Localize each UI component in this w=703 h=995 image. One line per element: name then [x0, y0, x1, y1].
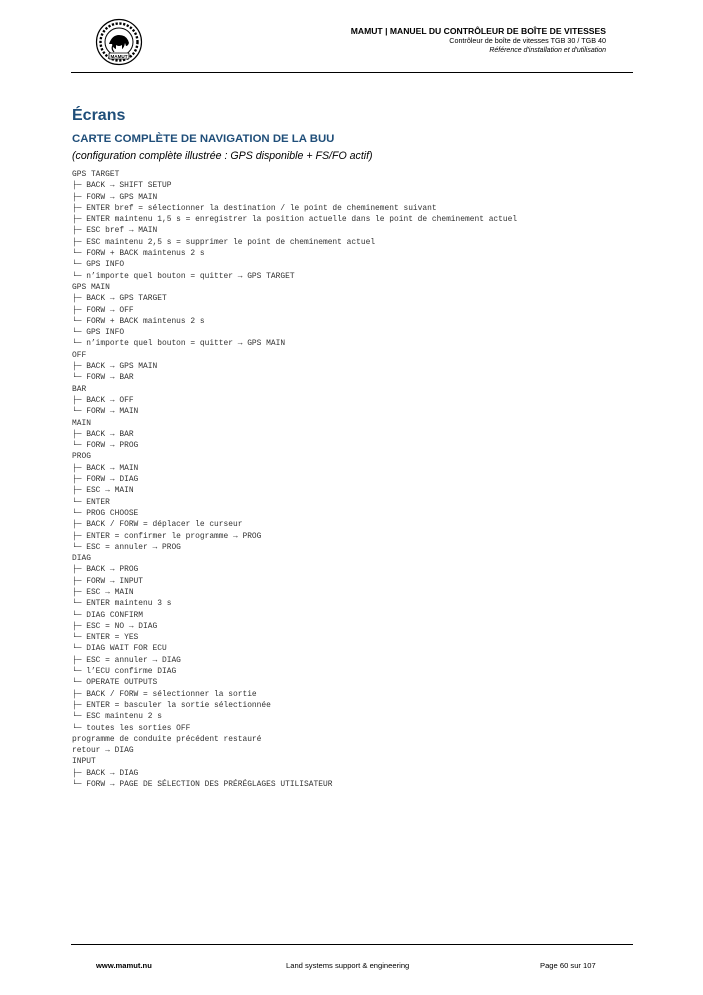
tree-line: ├─ BACK → MAIN	[72, 463, 139, 473]
tree-line: ├─ ESC = annuler → DIAG	[72, 655, 181, 665]
section-title: Écrans	[72, 107, 126, 124]
tree-line: └─ GPS INFO	[72, 328, 125, 338]
tree-line: ├─ FORW → GPS MAIN	[72, 192, 158, 202]
tree-line: ├─ ENTER = confirmer le programme → PROG	[72, 531, 262, 541]
manual-subtitle: Contrôleur de boîte de vitesses TGB 30 / TGB 40	[449, 36, 606, 45]
section-caption: (configuration complète illustrée : GPS disponible + FS/FO actif)	[72, 150, 373, 162]
tree-line: └─ OPERATE OUTPUTS	[72, 678, 158, 688]
tree-line: ├─ ESC = NO → DIAG	[72, 621, 158, 631]
tree-line: └─ ENTER maintenu 3 s	[72, 599, 172, 609]
tree-line: └─ FORW → PROG	[72, 441, 139, 451]
tree-line: └─ FORW + BACK maintenus 2 s	[72, 316, 205, 326]
tree-line: ├─ BACK → BAR	[72, 429, 134, 439]
tree-line: └─ GPS INFO	[72, 260, 125, 270]
tree-line: └─ FORW → BAR	[72, 373, 134, 383]
tree-line: ├─ BACK → OFF	[72, 395, 134, 405]
tree-line: ├─ BACK → PROG	[72, 565, 139, 575]
tree-line: ├─ ESC → MAIN	[72, 587, 134, 597]
tree-line: ├─ BACK / FORW = déplacer le curseur	[72, 520, 243, 530]
tree-line: INPUT	[72, 757, 96, 767]
tree-line: └─ FORW → PAGE DE SÉLECTION DES PRÉRÉGLAGES UTILISATEUR	[72, 780, 333, 790]
mamut-seal-icon	[95, 18, 143, 66]
tree-line: ├─ ENTER maintenu 1,5 s = enregistrer la position actuelle dans le point de cheminement actuel	[72, 215, 518, 225]
footer-divider	[71, 944, 633, 945]
tree-line: └─ ESC maintenu 2 s	[72, 712, 162, 722]
tree-line: └─ n’importe quel bouton = quitter → GPS MAIN	[72, 339, 286, 349]
tree-line: └─ ENTER	[72, 497, 110, 507]
tree-line: ├─ ENTER = basculer la sortie sélectionnée	[72, 700, 271, 710]
page-number: Page 60 sur 107	[540, 961, 596, 970]
tree-line: ├─ BACK → GPS MAIN	[72, 362, 158, 372]
tree-line: └─ FORW → MAIN	[72, 407, 139, 417]
tree-line: └─ toutes les sorties OFF	[72, 723, 191, 733]
tree-line: ├─ BACK → SHIFT SETUP	[72, 181, 172, 191]
tree-line: OFF	[72, 350, 87, 360]
tree-line: ├─ FORW → DIAG	[72, 475, 139, 485]
tree-line: ├─ ESC → MAIN	[72, 486, 134, 496]
tree-line: MAIN	[72, 418, 91, 428]
page-header	[351, 26, 606, 55]
tree-line: PROG	[72, 452, 91, 462]
tree-line: └─ FORW + BACK maintenus 2 s	[72, 249, 205, 259]
section-subtitle: CARTE COMPLÈTE DE NAVIGATION DE LA BUU	[72, 133, 335, 145]
company-logo	[95, 18, 143, 66]
tree-line: ├─ FORW → INPUT	[72, 576, 144, 586]
tree-line: retour → DIAG	[72, 746, 134, 756]
logo-text: MAMUT	[110, 53, 128, 59]
tree-line: └─ DIAG WAIT FOR ECU	[72, 644, 167, 654]
tree-line: GPS TARGET	[72, 170, 120, 179]
tree-line: ├─ ESC maintenu 2,5 s = supprimer le point de cheminement actuel	[72, 237, 376, 247]
tree-line: ├─ BACK → GPS TARGET	[72, 294, 167, 304]
tree-line: └─ ENTER = YES	[72, 633, 139, 643]
tree-line: ├─ ENTER bref = sélectionner la destination / le point de cheminement suivant	[72, 203, 437, 213]
tree-line: ├─ FORW → OFF	[72, 305, 134, 315]
navigation-tree	[72, 169, 517, 790]
tree-line: ├─ ESC bref → MAIN	[72, 226, 158, 236]
tree-line: └─ DIAG CONFIRM	[72, 610, 144, 620]
tree-line: └─ PROG CHOOSE	[72, 508, 139, 518]
tree-line: └─ n’importe quel bouton = quitter → GPS TARGET	[72, 271, 295, 281]
manual-reference: Référence d'installation et d'utilisation	[489, 47, 606, 54]
tree-line: GPS MAIN	[72, 282, 110, 292]
tree-line: ├─ BACK / FORW = sélectionner la sortie	[72, 689, 257, 699]
tree-line: ├─ BACK → DIAG	[72, 768, 139, 778]
footer-tagline: Land systems support & engineering	[286, 961, 410, 970]
tree-line: └─ ESC = annuler → PROG	[72, 542, 181, 552]
footer-website: www.mamut.nu	[96, 961, 152, 970]
manual-title: MAMUT | MANUEL DU CONTRÔLEUR DE BOÎTE DE VITESSES	[350, 26, 606, 36]
tree-line: programme de conduite précédent restauré	[72, 734, 262, 744]
header-divider	[71, 72, 633, 73]
tree-line: DIAG	[72, 554, 91, 564]
tree-line: └─ l’ECU confirme DIAG	[72, 667, 177, 677]
tree-line: BAR	[72, 384, 87, 394]
